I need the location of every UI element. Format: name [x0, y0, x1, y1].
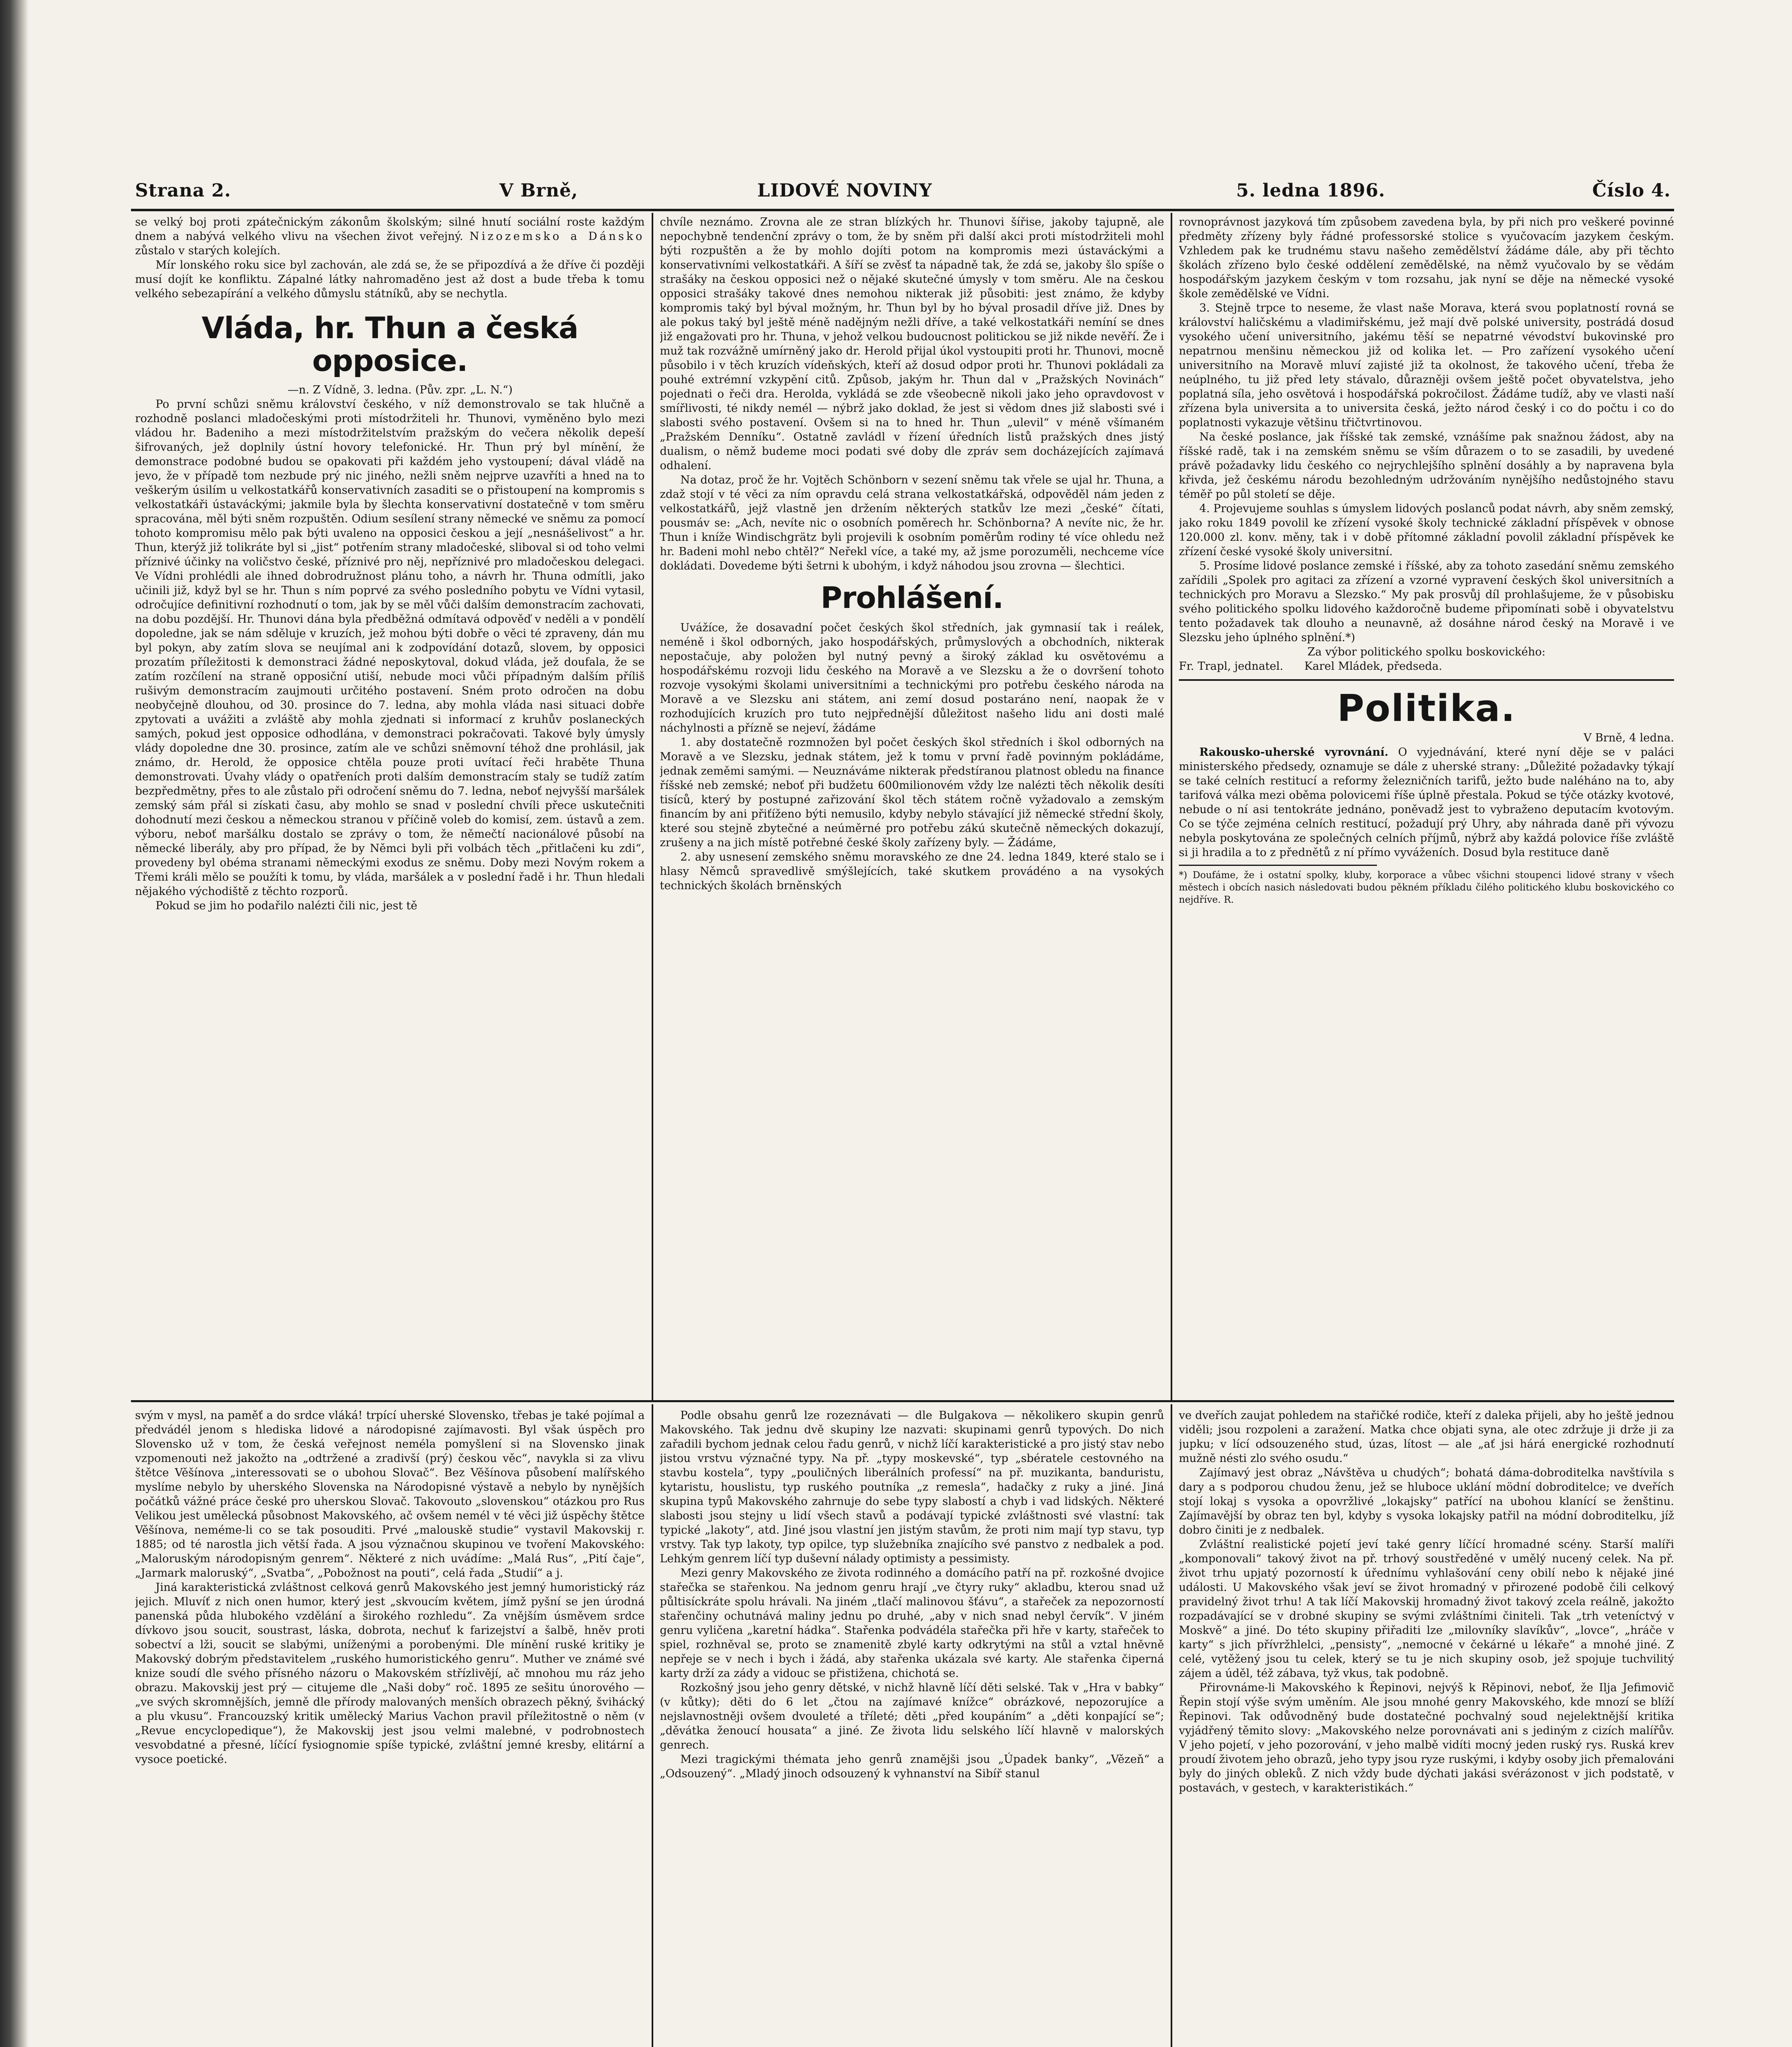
paragraph: Pokud se jim ho podařilo nalézti čili nic, jest tě: [156, 899, 418, 912]
footnote-rule: [1179, 865, 1377, 866]
paragraph: Mezi tragickými thémata jeho genrů znamějši jsou „Úpadek banky“, „Vězeň“ a „Odsouzený“. „Mladý jinoch odsouzený k vyhnanství na Sibíř stanul: [660, 1753, 1164, 1780]
column-divider: [1171, 1404, 1172, 2047]
section-heading: Politika.: [1337, 687, 1516, 730]
column-3: [1179, 215, 1674, 1398]
paragraph: 4. Projevujeme souhlas s úmyslem lidových poslanců podat návrh, aby sněm zemský, jako roku 1849 povolil ke zřízení vysoké školy technické základní příspěvek v obnose 120.000 zl. konv. měny, tak i v době přítomné základní povolil základní příspěvek ke zřízení české vysoké školy universitní.: [1179, 502, 1674, 558]
header-rule: [131, 209, 1674, 211]
column-divider: [1171, 213, 1172, 1400]
signatures: [1179, 659, 1674, 673]
paragraph: Zvláštní realistické pojetí jeví také genry líčící hromadné scény. Starší malíři „komponovali“ takový život na př. trhový soustředěné v umělý nucený celek. Na př. život trhu upjatý pozorností k úřednímu vyhlašování ceny obilí nebo k nějaké jiné události. U Makovského však jeví se život hromadný v přirozené podobě čili celkový pravidelný život trhu! A tak líčí Makovskij hromadný život takový zcela reálně, jakožto rozpadávající se v drobné skupiny se svými zvláštními činiteli. Tak „trh veteníctvý v Moskvě“ a jiné. Do této skupiny přiřaditi lze „milovníky slavíkův“, „lovce“, „hráče v karty“ s jich přívržhlelci, „pensisty“, „nemocné v čekárné u lékaře“ a mnohé jiné. Z celé, vytěžený jsou tu celek, který se tu je nich skupiny osob, jež spojuje tuchvilitý zájem a úděl, též zábava, tyž vkus, tak podobně.: [1179, 1538, 1674, 1680]
signoff: Za výbor politického spolku boskovického:: [1307, 646, 1546, 658]
paragraph: Na české poslance, jak říšské tak zemské, vznášíme pak snažnou žádost, aby na říšské radě, tak i na zemském sněmu se vším důrazem o to se zasadili, by uvedené právě požadavky lidu českého co nejrychlejšího splnění dosáhly a by napravena byla křivda, jež českému národu bezohledným udržováním nynějšího nedůstojného stavu téměř po půl století se děje.: [1179, 431, 1674, 501]
column-divider: [652, 1404, 653, 2047]
footnote: [1179, 869, 1674, 906]
column-2: [660, 215, 1164, 1398]
newspaper-title: LIDOVÉ NOVINY: [757, 180, 932, 201]
paragraph: Po první schůzi sněmu království českého, v níž demonstrovalo se tak hlučně a rozhodně poslanci mladočeskými proti místodržiteli hr. Thunovi, vyměněno bylo mezi vládou hr. Badeniho a mezi místodržitelstvím pražským do večera několik depeší šifrovaných, jež doplnily ústní hovory telefonické. Hr. Thun prý byl mínění, že demonstrace podobné budou se opakovati při každém jeho vystoupení; dával vládě na jevo, že v případě tom nezbude prý nic jiného, nežli sněm nejprve uzavříti a hned na to veškerým úsilím u velkostatkářů konservativních zasaditi se o přistoupení na kompromis s velkostatkáři ústaváckými; jakmile byla by šlechta konservativní dostatečně v tom směru spracována, měl býti sněm rozpuštěn. Odium sesílení strany německé ve sněmu za pomocí tohoto kompromisu mělo pak býti uvaleno na opposici českou a její „nesnášelivost“ a hr. Thun, kterýž již tolikráte byl si „jist“ potřením strany mladočeské, sliboval si od toho velmi příznivé účinky na voličstvo české, příznivé pro něj, nepříznivé pro mladočeskou delegaci. Ve Vídni prohlédli ale ihned dobrodružnost plánu toho, a návrh hr. Thuna odmítli, jako učinili již, když byl se hr. Thun s ním poprvé za svého posledního pobytu ve Vídni vytasil, odročujíce definitivní rozhodnutí o tom, jak by se měl vůči dalším demonstracím zachovati, na dobu pozdější. Hr. Thunovi dána byla předběžná odmítavá odpověď v neděli a v pondělí dopoledne, jak se nám sděluje v kruzích, jež mohou býti dobře o věci té zpraveny, dán mu byl pokyn, aby zatím slova se neujímal ani k zodpovídání dotazů, slovem, by opposici prozatím příležitosti k demonstraci žádné neposkytoval, dokud vláda, jež doufala, že se zatím rozčílení na straně opposiční utiší, nebude moci vůči případným dalším příliš rušivým demonstracím zaujmouti určitého postavení. Sném proto odročen na dobu neobyčejně dlouhou, od 30. prosince do 7. ledna, aby mohla vláda nasi situaci dobře zpytovati a uvážiti a zvláště aby mohla zjednati si informací z kruhův poslaneckých samých, pokud jest opposice odhodlána, v demonstraci pokračovati. Takové byly úmysly vlády dopoledne dne 30. prosince, zatím ale ve schůzi sněmovní téhož dne prohlásil, jak známo, dr. Herold, že opposice chtěla pouze proti uvítací řeči hraběte Thuna demonstrovati. Úvahy vlády o opatřeních proti dalším demonstracím staly se tudíž zatím bezpředmětny, přes to ale zůstalo při odročení sněmu do 7. ledna, neboť nejvyšší maršálek zemský sám přál si získati času, aby mohlo se snad v poslední chvíli přece uskutečniti dohodnutí mezi českou a německou stranou v příčině voleb do komisí, zem. ústavů a zem. výboru, neboť maršálku dostalo se zprávy o tom, že němečtí nacionálové působí na německé liberály, aby pro případ, že by Němci byli při volbách těch „přitlačeni ku zdi“, provedeny byl obéma stranami německými exodus ze sněmu. Doby mezi Novým rokem a Třemi králi mělo se použíti k tomu, by vláda, maršálek a v poslední řadě i hr. Thun hledali nějakého východiště z těchto rozporů.: [135, 398, 645, 898]
column-1: [135, 215, 645, 1398]
paragraph: Mezi genry Makovského ze života rodinného a domácího patří na př. rozkošné dvojice stařečka se stařenkou. Na jednom genru hrají „ve čtyry ruky“ akladbu, kterou snad už půltisíckráte spolu hrávali. Na jiném „tlačí malinovou šťávu“, a stařeček za nepozorností stařenčiny ochutnává maliny jednu po druhé, „aby v nich snad nebyl červík“. V jiném genru vyličena „karetní hádka“. Stařenka podvádéla stařečka při hře v karty, stařeček to spiel, rozhněval se, proto se znamenitě zbylé karty odkrytými na stůl a vztal hněvně nepřeje se v nech i bych i žádá, aby stařenka ukázala své karty. Ale stařenka čiperná karty drží za zády a vidouc se přistižena, chichotá se.: [660, 1567, 1164, 1680]
paragraph: Přirovnáme-li Makovského k Řepinovi, nejvýš k Rěpinovi, neboť, že Ilja Jefimovič Řepin stojí výše svým uměním. Ale jsou mnohé genry Makovského, kde mnozí se blíží Řepinovi. Tak odůvodněný bude dostatečné pochvalný soud nejelektnější kritika vyjádřený těmito slovy: „Makovského nelze porovnávati ani s jediným z cizích malířův. V jeho pojetí, v jeho pozorování, v jeho malbě vidíti mocný jeden ruský rys. Ruská krev proudí životem jeho obrazů, jeho typy jsou ryze ruskými, i kdyby osoby jich přemalováni byly do jiných obleků. Z nich vždy bude dýchati jakási svérázonost v jich podstatě, v postavách, v gestech, v karakteristikách.“: [1179, 1681, 1674, 1794]
article-heading: Vláda, hr. Thun a česká opposice.: [201, 311, 578, 378]
dateline: —n. Z Vídně, 3. ledna. (Pův. zpr. „L. N.“): [287, 384, 513, 396]
paragraph: Jiná karakteristická zvláštnost celková genrů Makovského jest jemný humoristický ráz jejich. Mluvíť z nich onen humor, který jest „skvoucím květem, jímž pyšní se jen úrodná panenská půda hlubokého vzdělání a širokého rozhledu“. Za vnějším úsměvem srdce dívkovo jsou soucit, soustrast, láska, dobrota, nechuť k farizejství a šalbě, hněv proti sobectví a lži, soucit se slabými, uníženými a porobenými. Dle mínění ruské kritiky je Makovský dobrým představitelem „ruského humoristického genru“. Muther ve známé své knize soudí dle svého přísného názoru o Makovském střízlivějí, ač mnohou mu ráz jeho obrazu. Makovskij jest prý — citujeme dle „Naši doby“ roč. 1895 ze sešitu únorového — „ve svých skromnějších, jemně dle přírody malovaných menších obrazech pěkný, švihácký a plu vkusu“. Francouzský kritik umělecký Marius Vachon pravil příležitostně o něm (v „Revue encyclopedique“), že Makovskij jest jsou velmi malebné, v podrobnostech vesvobdatné a přesné, líčící fysiognomie spíše typické, zvláštní jemné kresby, elitární a vysoce poetické.: [135, 1581, 645, 1766]
paragraph: [1179, 745, 1674, 860]
footnote-text: *) Doufáme, že i ostatní spolky, kluby, korporace a vůbec všichni stoupenci lidové strany v všech městech i obcích nasich následovati budou pěkném příkladu čilého politického klubu boskovického co nejdříve.: [1179, 870, 1674, 905]
footnote-signature: R.: [1223, 895, 1234, 905]
page-header: [135, 180, 1674, 209]
signature-1: Fr. Trapl, jednatel.: [1179, 660, 1284, 673]
issue-number: Číslo 4.: [1592, 180, 1671, 201]
paragraph: Mír lonského roku sice byl zachován, ale zdá se, že se připozdívá a že dříve či později musí dojít ke konfliktu. Zápalné látky nahromaděno jest až dost a bude třeba k tomu velkého sebezapírání a velkého důmyslu státníků, aby se nechytla.: [135, 259, 645, 300]
column-divider: [652, 213, 653, 1400]
paragraph: svým v mysl, na paměť a do srdce vláká! trpící uherské Slovensko, třebas je také pojímal a předvádél jenom s hlediska lidové a národopisné zajímavosti. Byl však úspěch pro Slovensko už v tom, že česká veřejnost neméla pomyšlení si na Slovensko jinak vzpomenouti než jakožto na „odtržené a zradivší (prý) českou věc“, navykla si za vlivu štětce Věšínova „interessovati se o ubohou Slovač“. Bez Věšínova působení malířského myslíme nebylo by uherského Slovenska na Národopisné výstavě a nebylo by nynějších počátků vážné práce české pro uherskou Slovač. Takovouto „slovenskou“ otázkou pro Rus Velikou jest umělecká působnost Makovského, ač ovšem nemél v té věci již úspěchy štětce Věšínova, neméme-li co se tak posouditi. Prvé „malouskě studie“ vystavil Makovskij r. 1885; od té narostla jich větší řada. A jsou význačnou skupinou ve tvoření Makovského: „Maloruským národopisným genrem“. Některé z nich uvádíme: „Malá Rus“, „Pití čaje“, „Jarmark maloruský“, „Svatba“, „Pobožnost na pouti“, celá řada „Studií“ a j.: [135, 1409, 645, 1579]
paragraph: 3. Stejně trpce to neseme, že vlast naše Morava, která svou poplatností rovná se království haličskému a vladimiřskému, jež mají dvě polské university, postrádá dosud vysokého učení universitního, jakému těší se nepatrné vévodství bukovinské pro nepatrnou menšinu německou již od kolika let. — Pro zařízení vysokého učení universitního na Moravě mluví zajisté již ta okolnost, že takového učení, třeba že neúplného, tu již před lety stávalo, důrazněji ovšem ještě počet obyvatelstva, jeho poplatná síla, jeho osvětová i hospodářská pokročilost. Žádáme tudíž, aby ve vlasti naší zřízena byla universita a to universita česká, ježto národ český i co do počtu i co do poplatnosti vykazuje většinu třičtvrtinovou.: [1179, 302, 1674, 429]
issue-date: 5. ledna 1896.: [1236, 180, 1386, 201]
paragraph: Uvážíce, že dosavadní počet českých škol středních, jak gymnasií tak i reálek, neméně i škol odborných, jako hospodářských, průmyslových a obchodních, nikterak nepostačuje, aby položen byl nutný pevný a široký základ ku osvětovému a hospodářskému rozvoji lidu českého na Moravě a ve Slezsku a že o dovršení tohoto rozvoje vysokými školami universitními a technickými pro potřebu českého národa na Moravě a ve Slezsku ani státem, ani zemí dosud postaráno není, naopak že v rozhodujících kruzích pro tuto nejpřednější důležitost našeho lidu ani dosti malé náchylnosti a přízně se nejeví, žádáme: [660, 621, 1164, 734]
feuilleton-column-1: [135, 1408, 645, 2047]
text: zůstalo v starých kolejích.: [135, 244, 281, 257]
place: V Brně,: [499, 180, 578, 201]
feuilleton-column-2: [660, 1408, 1164, 2047]
text-spaced: Nizozemsko a Dánsko: [469, 230, 645, 243]
section-divider: [131, 1400, 1674, 1402]
article-heading: Prohlášení.: [820, 581, 1004, 615]
paragraph: Rozkošný jsou jeho genry dětské, v nichž hlavně líčí děti selské. Tak v „Hra v babky“ (v kůtky); děti do 6 let „čtou na zajímavé knížce“ obrázkové, nepozorujíce a nejslavnostněji ovšem dvouleté a tříleté; děti „před koupáním“ a „děti konpající se“; „děvátka ženoucí housata“ a jiné. Ze života lidu selského líčí hlavně v malorských genrech.: [660, 1681, 1164, 1751]
paragraph: Zajímavý jest obraz „Návštěva u chudých“; bohatá dáma-dobroditelka navštívila s dary a s podporou chudou ženu, jež se hluboce uklání mödní dobroditelce; ve dveřích stojí lokaj s vysoka a opovržlivé „lokajsky“ patřící na ubohou klanící se ženštinu. Zajímavější by obraz ten byl, kdyby s vysoka lokajsky patřil na módní dobroditelku, jíž dobro činiti je z nedbalek.: [1179, 1466, 1674, 1536]
paragraph: rovnoprávnost jazyková tím způsobem zavedena byla, by při nich pro veškeré povinné předměty zřízeny byly řádné professorské stolice s vyučovacím jazykem českým. Vzhledem pak ke trudnému stavu našeho zemědělství žádáme dále, aby při těchto školách zřízeno bylo české oddělení zemědělské, na němž vyučovalo by se vědám hospodářským jazykem českým v tom rozsahu, jak nyní se děje na německé vysoké škole zemědělské ve Vídni.: [1179, 216, 1674, 300]
paragraph: Na dotaz, proč že hr. Vojtěch Schönborn v sezení sněmu tak vřele se ujal hr. Thuna, a zdaž stojí v té věci za ním opravdu celá strana velkostatkářská, odpověděl nám jeden z velkostatkářů, jejž vlastně jen držením některých statkův lze mezi „české“ čítati, pousmáv se: „Ach, nevíte nic o osobních poměrech hr. Schönborna? A nevíte nic, že hr. Thun i kníže Windischgrätz byli projevili k osobním poměrům rodiny té více ohledu než hr. Badeni mohl nebo chtěl?“ Neřekl více, a také my, až jsme porozuměli, nechceme více dokládati. Dovedeme býti šetrni k ubohým, i když náhodou jsou zrovna — šlechtici.: [660, 474, 1164, 572]
page-number: Strana 2.: [135, 180, 231, 201]
signature-2: Karel Mládek, předseda.: [1304, 660, 1442, 673]
section-rule: [1179, 679, 1674, 681]
text: se velký boj proti zpátečnickým zákonům školským; silné hnutí sociální roste každým dnem a nabývá velkého vlivu na všechen život veřejný.: [135, 216, 645, 243]
paragraph: [135, 215, 645, 258]
scan-edge: [0, 0, 29, 2047]
paragraph: ve dveřích zaujat pohledem na stařičké rodiče, kteří z daleka přijeli, aby ho ještě jednou viděli; jsou rozpoleni a zaražení. Matka chce objati syna, ale otec zdržuje ji drže ji za jupku; v lící odsouzeného stud, úzas, lítost — ale „ať jsi hárá energické rozhodnutí mužně nésti zlo svého osudu.“: [1179, 1409, 1674, 1465]
paragraph: Podle obsahu genrů lze rozeznávati — dle Bulgakova — několikero skupin genrů Makovského. Tak jednu dvě skupiny lze nazvati: skupinami genrů typových. Do nich zařadili bychom jednak celou řadu genrů, v nichž líčí karakteristické a pro jistý stav nebo jistou vrstvu význačné typy. Na př. „typy moskevské“, typ „sbératele cestovného na stavbu kostela“, typy „pouličných liberálních professí“ na př. muzikanta, banduristu, kytaristu, houslistu, typ ruského poutníka „z remesla“, hadačky z ruky a jiné. Jiná skupina typů Makovského zahrnuje do sebe typy slabostí a chyb i vad lidských. Některé slabosti jsou stejny u lidí všech stavů a podávají typické zvláštnosti své vlastní: tak typické „lakoty“, atd. Jiné jsou vlastní jen jistým stavům, že proti nim mají typ stavu, typ vrstvy. Tak typ lakoty, typ opilce, typ služebníka znajícího své panstvo z nedbalek a pod. Lehkým genrem líčí typ duševní nálady optimisty a pessimisty.: [660, 1409, 1164, 1565]
paragraph: 2. aby usnesení zemského sněmu moravského ze dne 24. ledna 1849, které stalo se i hlasy Němců spravedlivě smýšlejících, také skutkem provádéno a na vysokých technických školách brněnských: [660, 851, 1164, 892]
subheading: Rakousko-uherské vyrovnání.: [1199, 746, 1388, 759]
feuilleton-column-3: [1179, 1408, 1674, 2047]
paragraph: 5. Prosíme lidové poslance zemské i říšské, aby za tohoto zasedání sněmu zemského zařídili „Spolek pro agitaci za zřízení a vzorné vypravení českých škol universitních a technických pro Moravu a Slezsko.“ My pak prosvůj díl prohlašujeme, že v působisku svého politického spolku lidového každoročně budeme připomínati sobě i obyvatelstvu tento požadavek tak dlouho a neunavně, až dosáhne národ český na Moravě i ve Slezsku jeho úplného splnění.*): [1179, 560, 1674, 644]
paragraph: chvíle neznámo. Zrovna ale ze stran blízkých hr. Thunovi šířise, jakoby tajupně, ale nepochybně tendenční zprávy o tom, že by sněm při další akci proti místodržiteli mohl býti rozpuštěn a že by mohlo dojíti potom na kompromis mezi ústaváckými a konservativními velkostatkáři. A šíří se zvěsť ta nápadně tak, že zdá se, jakoby šlo spíše o strašáky na českou opposici než o nějaké skutečné úmysly v tom směru. Ale na českou opposici strašáky takové dnes nemohou nikterak již působiti: jest známo, že kdyby kompromis taký byl býval možným, hr. Thun byl by ho býval prosadil dříve již. Dnes by ale pokus taký byl ještě méně nadějným nežli dříve, a také velkostatkáři nemíní se dnes již engažovati pro hr. Thuna, v jehož velkou budoucnost politickou se již nikde nevěří. Že i muž tak rozvážně umírněný jako dr. Herold přijal úkol vystoupiti proti hr. Thunovi, mocně působilo i v těch kruzích vídeňských, kteří až dosud odpor proti hr. Thunovi pokládali za pouhé extrémní vzkypění citů. Způsob, jakým hr. Thun dal v „Pražských Novinách“ pojednati o řeči dra. Herolda, vykládá se zde všeobecně nikoli jako jeho opravdovost v smířlivosti, té nikdy nemél — nýbrž jako doklad, že jest si vědom dnes již slabosti své i slabosti svého postavení. Ovšem si na to hned hr. Thun „ulevil“ v méně všímaném „Pražském Denníku“. Ostatně zavládl v řízení úředních listů pražských dnes jistý dualism, o němž budeme moci podati své doby dle zpráv sem docházejících zajímavá odhalení.: [660, 216, 1164, 472]
dateline: V Brně, 4 ledna.: [1583, 732, 1674, 744]
text: O vyjednávání, které nyní děje se v paláci ministerského předsedy, oznamuje se dále z uherské strany: „Důležité požadavky týkají se také celních restitucí a reformy železničních tarifů, ježto bude naléháno na to, aby tarifová válka mezi oběma polovicemi říše úplně přestala. Pokud se týče otázky kvotové, nebude o ní asi tentokráte jednáno, poněvadž jest to vybraženo deputacím kvotovým. Co se týče zejména celních restitucí, požadují prý Uhry, aby náhrada daně při vývozu nebyla poskytována ze společných celních příjmů, nýbrž aby každá polovice říše zvláště si ji hradila a to z přednětů z ní přímo vyváženích. Dosud byla restituce daně: [1179, 746, 1674, 859]
paragraph: 1. aby dostatečně rozmnožen byl počet českých škol středních i škol odborných na Moravě a ve Slezsku, jednak státem, jež k tomu v první řadě povinným pokládáme, jednak zeměmi samými. — Neuznáváme nikterak předstíranou platnost obledu na finance říšské neb zemské; neboť při budžetu 600milionovém vždy lze nalézti těch několik desíti tisíců, který by postupné zařizování škol těch státem ročně vyžadovalo a zemským financím by ani přiťíženo býti nemusilo, kdyby nebylo stávající již německé střední školy, které sou stejně zbytečné a neúměrné pro potřebu zákú skutečně německých dokazují, zrušeny a na jich místě potřebné české školy zařízeny byly. — Žádáme,: [660, 736, 1164, 849]
